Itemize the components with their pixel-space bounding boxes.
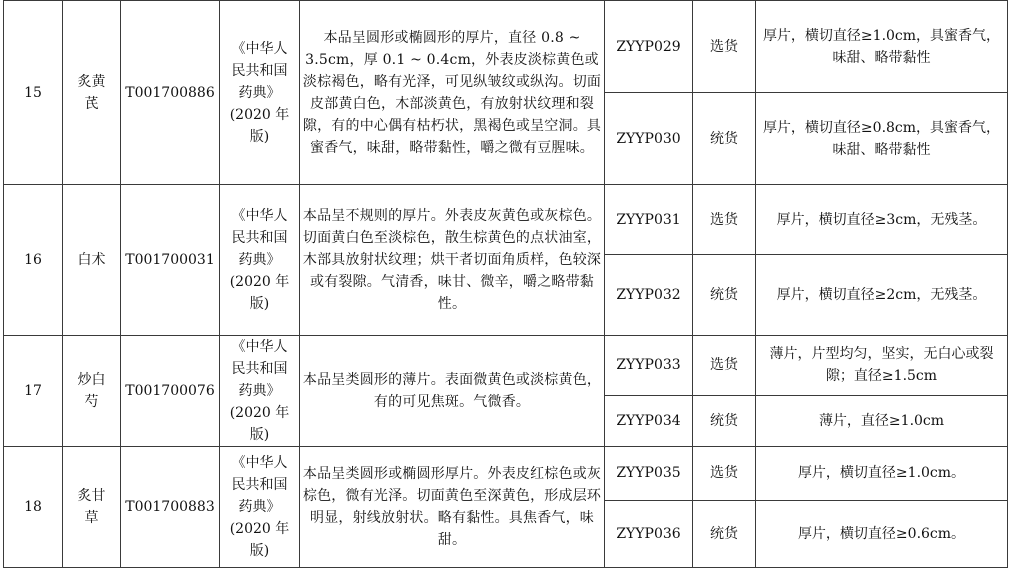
herb-name: 炒白芍 [77,371,106,410]
herb-name: 炙黄芪 [77,73,106,112]
spec-cell: 薄片，片型均匀，坚实，无白心或裂隙；直径≥1.5cm [756,335,1008,395]
name-cell [63,1,121,185]
standard-cell [220,1,300,185]
herb-name: 炙甘草 [77,487,106,526]
table-row [4,185,1008,255]
standard-line: 民共和国 [231,476,288,493]
standard-line: 药典》 [238,498,281,515]
product-id-cell: ZYYP035 [605,446,693,500]
grade-cell: 统货 [693,255,756,335]
spec-cell: 厚片，横切直径≥1.0cm，具蜜香气，味甜、略带黏性 [756,1,1008,93]
standard-line: 《中华人 [231,40,288,57]
grade-cell: 选货 [693,335,756,395]
standard-line: 药典》 [238,84,281,101]
product-id-cell: ZYYP029 [605,1,693,93]
standard-line: (2020 年 [229,520,290,537]
description-cell: 本品呈圆形或椭圆形的厚片，直径 0.8 ~ 3.5cm，厚 0.1 ~ 0.4cm，外表皮淡棕黄色或淡棕褐色，略有光泽，可见纵皱纹或纵沟。切面皮部黄白色，木部淡黄色，有放射状纹理和裂隙，有的中心偶有枯朽状，黑褐色或呈空洞。具蜜香气，味甜，略带黏性，嚼之微有豆腥味。 [300,1,605,185]
grade-cell: 统货 [693,500,756,567]
code-cell: T001700886 [121,1,220,185]
spec-cell: 薄片，直径≥1.0cm [756,395,1008,446]
table-row [4,446,1008,500]
standard-line: 药典》 [238,382,281,399]
standard-line: 民共和国 [231,229,288,246]
grade-cell: 统货 [693,395,756,446]
description-cell: 本品呈类圆形的薄片。表面微黄色或淡棕黄色，有的可见焦斑。气微香。 [300,335,605,446]
standard-line: 版) [249,295,270,312]
spec-cell: 厚片，横切直径≥2cm，无残茎。 [756,255,1008,335]
grade-cell: 选货 [693,1,756,93]
standard-line: (2020 年 [229,106,290,123]
code-cell: T001700883 [121,446,220,567]
standard-line: 《中华人 [231,454,288,471]
seq-cell: 18 [4,446,63,567]
code-cell: T001700076 [121,335,220,446]
standard-line: 版) [249,426,270,443]
table-row [4,1,1008,93]
standard-cell [220,185,300,335]
standard-line: 《中华人 [231,338,288,355]
spec-cell: 厚片，横切直径≥0.6cm。 [756,500,1008,567]
standard-cell [220,335,300,446]
description-cell: 本品呈不规则的厚片。外表皮灰黄色或灰棕色。切面黄白色至淡棕色，散生棕黄色的点状油室，木部具放射状纹理；烘干者切面角质样，色较深或有裂隙。气清香，味甘、微辛，嚼之略带黏性。 [300,185,605,335]
seq-cell: 17 [4,335,63,446]
standard-line: (2020 年 [229,273,290,290]
standard-line: (2020 年 [229,404,290,421]
product-id-cell: ZYYP036 [605,500,693,567]
spec-cell: 厚片，横切直径≥3cm，无残茎。 [756,185,1008,255]
seq-cell: 16 [4,185,63,335]
herb-name: 白术 [77,251,106,268]
grade-cell: 统货 [693,93,756,185]
product-id-cell: ZYYP034 [605,395,693,446]
standard-line: 《中华人 [231,207,288,224]
standard-line: 版) [249,128,270,145]
grade-cell: 选货 [693,446,756,500]
seq-cell: 15 [4,1,63,185]
description-cell: 本品呈类圆形或椭圆形厚片。外表皮红棕色或灰棕色，微有光泽。切面黄色至深黄色，形成层环明显，射线放射状。略有黏性。具焦香气，味甜。 [300,446,605,567]
table-row [4,335,1008,395]
standard-line: 药典》 [238,251,281,268]
standard-line: 版) [249,542,270,559]
product-id-cell: ZYYP030 [605,93,693,185]
product-id-cell: ZYYP031 [605,185,693,255]
standard-line: 民共和国 [231,62,288,79]
grade-cell: 选货 [693,185,756,255]
name-cell [63,335,121,446]
herb-grade-table [3,0,1008,568]
name-cell [63,446,121,567]
product-id-cell: ZYYP032 [605,255,693,335]
code-cell: T001700031 [121,185,220,335]
name-cell [63,185,121,335]
spec-cell: 厚片，横切直径≥0.8cm，具蜜香气，味甜、略带黏性 [756,93,1008,185]
product-id-cell: ZYYP033 [605,335,693,395]
standard-line: 民共和国 [231,360,288,377]
standard-cell [220,446,300,567]
spec-cell: 厚片，横切直径≥1.0cm。 [756,446,1008,500]
